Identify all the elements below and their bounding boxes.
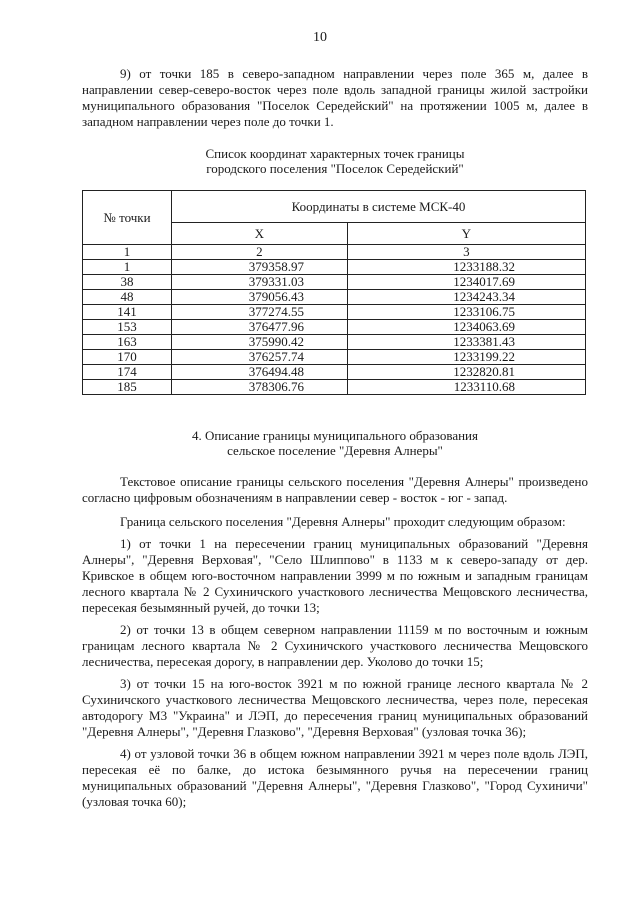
table-cell: 38 <box>83 275 172 290</box>
table-cell: 163 <box>83 335 172 350</box>
table-cell: 1233199.22 <box>347 350 585 365</box>
table-cell: 1233106.75 <box>347 305 585 320</box>
coordinates-table <box>82 190 586 395</box>
table-row <box>83 335 586 350</box>
table-cell: 1232820.81 <box>347 365 585 380</box>
table-row <box>83 380 586 395</box>
table-title-line1: Список координат характерных точек границы <box>205 146 465 161</box>
table-cell: 2 <box>172 245 348 260</box>
table-title-line2: городского поселения "Поселок Середейский" <box>206 161 464 176</box>
table-cell: 1 <box>83 260 172 275</box>
table-cell: 375990.42 <box>172 335 348 350</box>
table-cell: 1233188.32 <box>347 260 585 275</box>
paragraph-9-text: 9) от точки 185 в северо-западном направлении через поле 365 м, далее в направлении север-северо-восток через поле вдоль западной границы жилой застройки муниципального образования "Поселок Середейский" на протяжении 1005 м, далее в западном направлении через поле до точки 1. <box>82 66 588 129</box>
table-cell: 48 <box>83 290 172 305</box>
table-cell: 1234243.34 <box>347 290 585 305</box>
paragraph-9 <box>82 66 588 130</box>
table-cell: 378306.76 <box>172 380 348 395</box>
table-cell: 376494.48 <box>172 365 348 380</box>
col-header-x: X <box>172 223 348 245</box>
section-4-title <box>82 428 588 458</box>
table-cell: 1 <box>83 245 172 260</box>
col-header-y: Y <box>347 223 585 245</box>
table-cell: 174 <box>83 365 172 380</box>
table-cell: 379331.03 <box>172 275 348 290</box>
table-cell: 1233381.43 <box>347 335 585 350</box>
table-cell: 379358.97 <box>172 260 348 275</box>
table-cell: 376477.96 <box>172 320 348 335</box>
table-cell: 379056.43 <box>172 290 348 305</box>
page-number: 10 <box>313 30 327 45</box>
list-item-4: 4) от узловой точки 36 в общем южном направлении 3921 м через поле вдоль ЛЭП, пересекая её по балке, до истока безымянного ручья на пересечении границ муниципальных образований "Деревня Алнеры", "Деревня Глазково", "Город Сухиничи" (узловая точка 60); <box>82 746 588 809</box>
table-cell: 185 <box>83 380 172 395</box>
table-cell: 376257.74 <box>172 350 348 365</box>
col-header-point: № точки <box>83 191 172 245</box>
table-index-row <box>83 245 586 260</box>
table-cell: 3 <box>347 245 585 260</box>
section-4-title-line1: 4. Описание границы муниципального образования <box>192 428 478 443</box>
table-row <box>83 350 586 365</box>
table-row <box>83 320 586 335</box>
table-row <box>83 260 586 275</box>
section-4-body <box>82 474 588 810</box>
table-cell: 170 <box>83 350 172 365</box>
table-cell: 141 <box>83 305 172 320</box>
paragraph-text-description: Текстовое описание границы сельского поселения "Деревня Алнеры" произведено согласно цифровым обозначениям в направлении север - восток - юг - запад. <box>82 474 588 505</box>
table-row <box>83 305 586 320</box>
table-row <box>83 365 586 380</box>
table-cell: 1234063.69 <box>347 320 585 335</box>
table-cell: 377274.55 <box>172 305 348 320</box>
paragraph-border-intro: Граница сельского поселения "Деревня Алнеры" проходит следующим образом: <box>120 514 566 529</box>
table-cell: 1234017.69 <box>347 275 585 290</box>
list-item-3: 3) от точки 15 на юго-восток 3921 м по южной границе лесного квартала № 2 Сухиничского участкового лесничества Мещовского лесничества, через поле, пересекая автодорогу М3 "Украина" и ЛЭП, до пересечения границ муниципальных образований "Деревня Алнеры", "Деревня Глазково", "Деревня Верховая" (узловая точка 36); <box>82 676 588 739</box>
section-4-title-line2: сельское поселение "Деревня Алнеры" <box>227 443 443 458</box>
table-row <box>83 290 586 305</box>
col-header-coords: Координаты в системе МСК-40 <box>172 191 586 223</box>
table-cell: 153 <box>83 320 172 335</box>
list-item-2: 2) от точки 13 в общем северном направлении 11159 м по восточным и южным границам лесного квартала № 2 Сухиничского участкового лесничества Мещовского лесничества, пересекая дорогу, в направлении дер. Уколово до точки 15; <box>82 622 588 669</box>
table-row <box>83 275 586 290</box>
table-cell: 1233110.68 <box>347 380 585 395</box>
list-item-1: 1) от точки 1 на пересечении границ муниципальных образований "Деревня Алнеры", "Деревня Верховая", "Село Шлиппово" в 1133 м к северо-западу от дер. Кривское в общем юго-восточном направлении 3999 м по южным и западным границам лесного квартала № 2 Сухиничского участкового лесничества Мещовского лесничества, пересекая безымянный ручей, до точки 13; <box>82 536 588 615</box>
table-title <box>82 146 588 176</box>
